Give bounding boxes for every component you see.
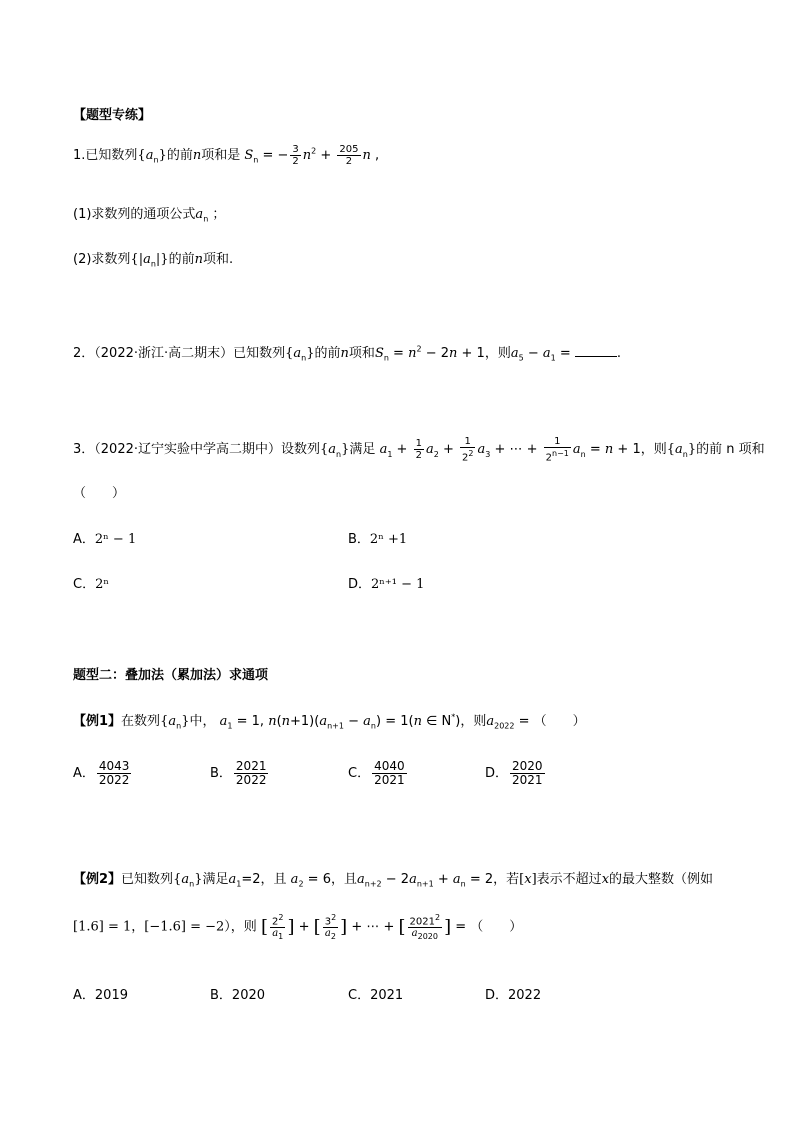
ex2-option-c[interactable]: C．2021 <box>348 988 404 1003</box>
ex2-option-a[interactable]: A．2019 <box>73 988 128 1003</box>
answer-blank[interactable] <box>575 346 617 357</box>
example-2-line-1: 【例2】已知数列$\{a_n\}$满足$a_1=2$，且 $a_2 = 6$，且$a_{n+2} - 2a_{n+1} + a_n = 2$，若[x]表示不超过x的最大整数（例如 <box>73 872 714 889</box>
question-2: 2．（2022·浙江·高二期末）已知数列$\{a_n\}$的前n项和$S_n = n^2 - 2n + 1$，则$a_5 - a_1$ = . <box>73 344 622 363</box>
ex1-option-c[interactable]: C． $\frac{4040}{2021}$ <box>348 759 405 787</box>
q3-option-a[interactable]: A．2ⁿ − 1 <box>73 532 137 547</box>
section-2-title: 题型二：叠加法（累加法）求通项 <box>73 668 269 683</box>
section-practice-title: 【题型专练】 <box>73 108 152 123</box>
ex1-option-a[interactable]: A． $\frac{4043}{2022}$ <box>73 759 130 787</box>
q3-option-b[interactable]: B．2ⁿ +1 <box>348 532 408 547</box>
question-1-part-1: (1)求数列的通项公式$a_n$ ； <box>73 207 226 224</box>
ex1-option-b[interactable]: B． $\frac{2021}{2022}$ <box>210 759 267 787</box>
q3-option-d[interactable]: D．2ⁿ⁺¹ − 1 <box>348 577 425 592</box>
question-1-part-2: (2)求数列$\{|a_n|\}$的前n项和. <box>73 252 234 269</box>
question-3: 3．（2022·辽宁实验中学高二期中）设数列$\{a_n\}$满足 $a_1$ + $\frac{1}{2}$ $a_2$ + $\frac{1}{2^2}$ $a_3$ + ⋯ + $\frac{1}{2^{n-1}}$ $a_n = n + 1$，则$\{a_n\}$的前 n 项和 <box>73 436 765 464</box>
example-1: 【例1】在数列$\{a_n\}$中， $a_1 = 1$, $n(n+1)(a_{n+1} - a_n) = 1(n$ ∈ N*)，则$a_{2022}$ = （ ） <box>73 712 586 731</box>
question-1: 1.已知数列$\{a_n\}$的前n项和是 $S_n$ = − $\frac{3}{2}$ $n^2$ + $\frac{205}{2}$ n , <box>73 144 380 167</box>
ex2-option-d[interactable]: D．2022 <box>485 988 542 1003</box>
ex2-option-b[interactable]: B．2020 <box>210 988 266 1003</box>
q3-option-c[interactable]: C．2ⁿ <box>73 577 109 592</box>
question-3-paren: （ ） <box>73 486 126 501</box>
example-2-line-2: [1.6] = 1，[−1.6] = −2），则 [ $\frac{2^2}{a_1}$ ] + [ $\frac{3^2}{a_2}$ ] + ⋯ + [ $\frac{2021^2}{a_{2020}}$ ] = （ ） <box>73 913 523 942</box>
ex1-option-d[interactable]: D． $\frac{2020}{2021}$ <box>485 759 543 787</box>
